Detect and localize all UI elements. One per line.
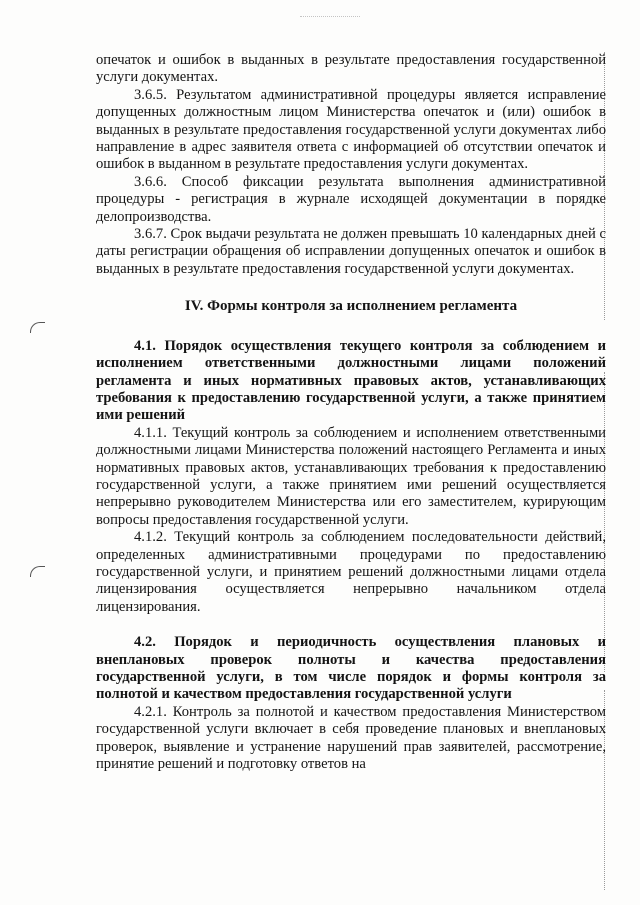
subsection-4-1-heading: 4.1. Порядок осуществления текущего контроля за соблюдением и исполнением ответственными должностными лицами положений регламента и иных нормативных правовых актов, устанавливающих требования к предоставлению государственной услуги, а также принятием ими решений — [96, 337, 606, 424]
scan-punch-mark — [30, 566, 45, 577]
paragraph-3-6-6: 3.6.6. Способ фиксации результата выполнения административной процедуры - регистрация в журнале исходящей документации в порядке делопроизводства. — [96, 173, 606, 225]
paragraph-continuation: опечаток и ошибок в выданных в результате предоставления государственной услуги документах. — [96, 52, 606, 86]
subsection-4-2-heading: 4.2. Порядок и периодичность осуществления плановых и внеплановых проверок полноты и качества предоставления государственной услуги, в том числе порядок и формы контроля за полнотой и качеством предоставления государственной услуги — [96, 634, 606, 703]
paragraph-3-6-5: 3.6.5. Результатом административной процедуры является исправление допущенных должностным лицом Министерства опечаток и (или) ошибок в выданных в результате предоставления государственной услуги документах либо направление в адрес заявителя ответа с информацией об отсутствии опечаток и ошибок в выданном в результате предоставления услуги документах. — [96, 86, 606, 173]
section-title: IV. Формы контроля за исполнением регламента — [184, 298, 518, 315]
paragraph-4-2-1: 4.2.1. Контроль за полнотой и качеством предоставления Министерством государственной услуги включает в себя проведение плановых и внеплановых проверок, выявление и устранение нарушений прав заявителей, рассмотрение, принятие решений и подготовку ответов на — [96, 703, 606, 773]
scan-punch-mark — [30, 322, 45, 333]
document-body — [96, 52, 606, 773]
spacer — [96, 616, 606, 634]
paragraph-4-1-2: 4.1.2. Текущий контроль за соблюдением последовательности действий, определенных административными процедурами по предоставлению государственной услуги, и принятием решений должностными лицами отдела лицензирования осуществляется непрерывно начальником отдела лицензирования. — [96, 529, 606, 615]
paragraph-4-1-1: 4.1.1. Текущий контроль за соблюдением и исполнением ответственными должностными лицами Министерства положений настоящего Регламента и иных нормативных правовых актов, устанавливающих требования к предоставлению государственной услуги, а также принятием ими решений осуществляется непрерывно руководителем Министерства или его заместителем, курирующим вопросы предоставления государственной услуги. — [96, 424, 606, 528]
scan-artifact — [300, 16, 360, 25]
paragraph-3-6-7: 3.6.7. Срок выдачи результата не должен превышать 10 календарных дней с даты регистрации обращения об исправлении допущенных опечаток и ошибок в выданных в результате предоставления государственной услуги документах. — [96, 226, 606, 277]
